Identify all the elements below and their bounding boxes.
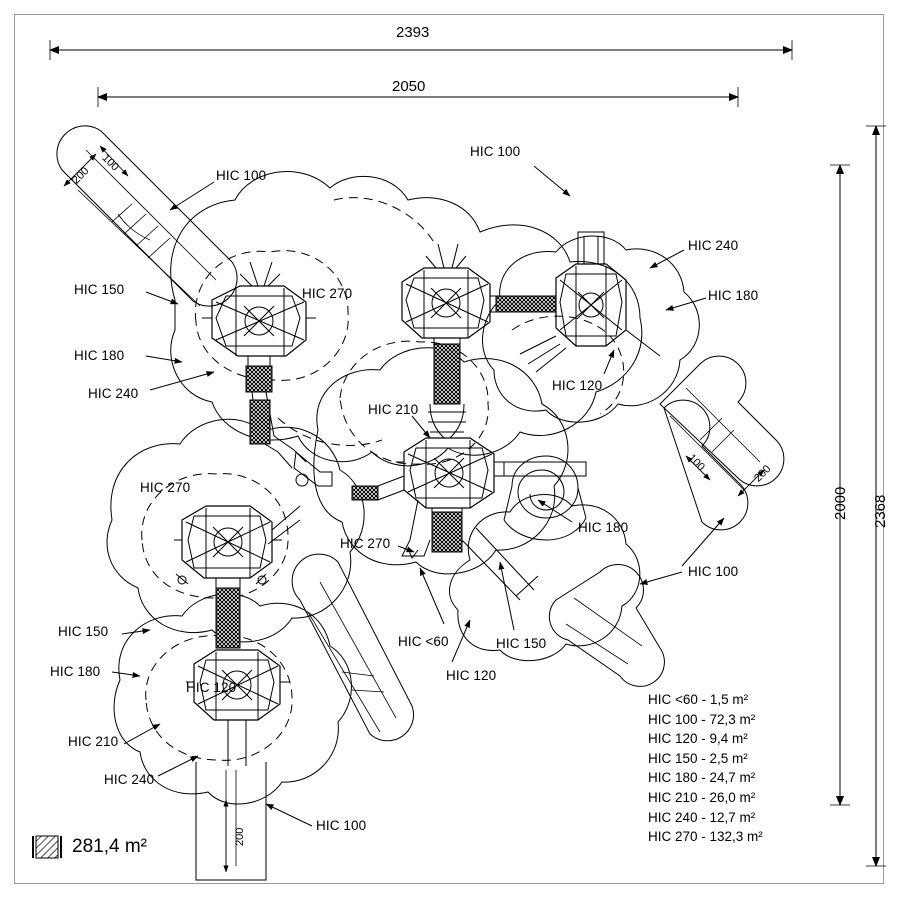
legend-item-2: HIC 120 - 9,4 m²	[648, 731, 748, 747]
small-dimension-5: 200	[234, 827, 246, 846]
callout-hic-120-bottom: HIC 120	[446, 668, 497, 683]
callout-hic-180-lower-left: HIC 180	[50, 664, 101, 679]
callout-hic-150-lower-left: HIC 150	[58, 624, 109, 639]
callout-hic-270-left: HIC 270	[140, 480, 191, 495]
dimension-top-inner: 2050	[392, 78, 426, 95]
callout-hic-240-lower-left: HIC 240	[104, 772, 155, 787]
callout-hic-210-center: HIC 210	[368, 402, 419, 417]
callout-hic-100-bottom: HIC 100	[316, 818, 367, 833]
dimension-right-outer: 2368	[872, 494, 889, 528]
legend-item-6: HIC 240 - 12,7 m²	[648, 809, 756, 825]
callout-hic-240-upper-right: HIC 240	[688, 238, 739, 253]
callout-hic-270-center: HIC 270	[340, 536, 391, 551]
legend-item-7: HIC 270 - 132,3 m²	[648, 829, 763, 845]
callout-hic-150-left: HIC 150	[74, 282, 125, 297]
callout-hic-120-right: HIC 120	[552, 378, 603, 393]
callout-hic-210-lower-left: HIC 210	[68, 734, 119, 749]
legend-item-5: HIC 210 - 26,0 m²	[648, 789, 756, 805]
dimension-top-outer: 2393	[396, 24, 430, 41]
hic-area-legend	[648, 690, 763, 847]
callout-hic-240-left: HIC 240	[88, 386, 139, 401]
callout-hic-100-top-center: HIC 100	[470, 144, 521, 159]
callout-hic-180-upper-right: HIC 180	[708, 288, 759, 303]
small-dimension-1: 200	[70, 165, 92, 187]
callout-hic-120-inner: HIC 120	[186, 680, 237, 695]
callout-hic-lt60: HIC <60	[398, 634, 449, 649]
dimension-right-inner: 2000	[832, 486, 849, 520]
callout-hic-180-left: HIC 180	[74, 348, 125, 363]
small-dimension-4: 200	[752, 463, 774, 485]
callout-hic-180-center-right: HIC 180	[578, 520, 629, 535]
total-area-label: 281,4 m²	[72, 836, 147, 857]
legend-item-0: HIC <60 - 1,5 m²	[648, 692, 749, 707]
small-dimension-3: 100	[685, 452, 707, 474]
callout-hic-270-top: HIC 270	[302, 286, 353, 301]
callout-hic-150-bottom: HIC 150	[496, 636, 547, 651]
legend-item-4: HIC 180 - 24,7 m²	[648, 770, 756, 786]
callout-hic-100-upper-left: HIC 100	[216, 168, 267, 183]
callout-hic-100-right: HIC 100	[688, 564, 739, 579]
legend-item-3: HIC 150 - 2,5 m²	[648, 750, 748, 766]
small-dimension-2: 100	[99, 152, 121, 174]
legend-item-1: HIC 100 - 72,3 m²	[648, 711, 756, 727]
